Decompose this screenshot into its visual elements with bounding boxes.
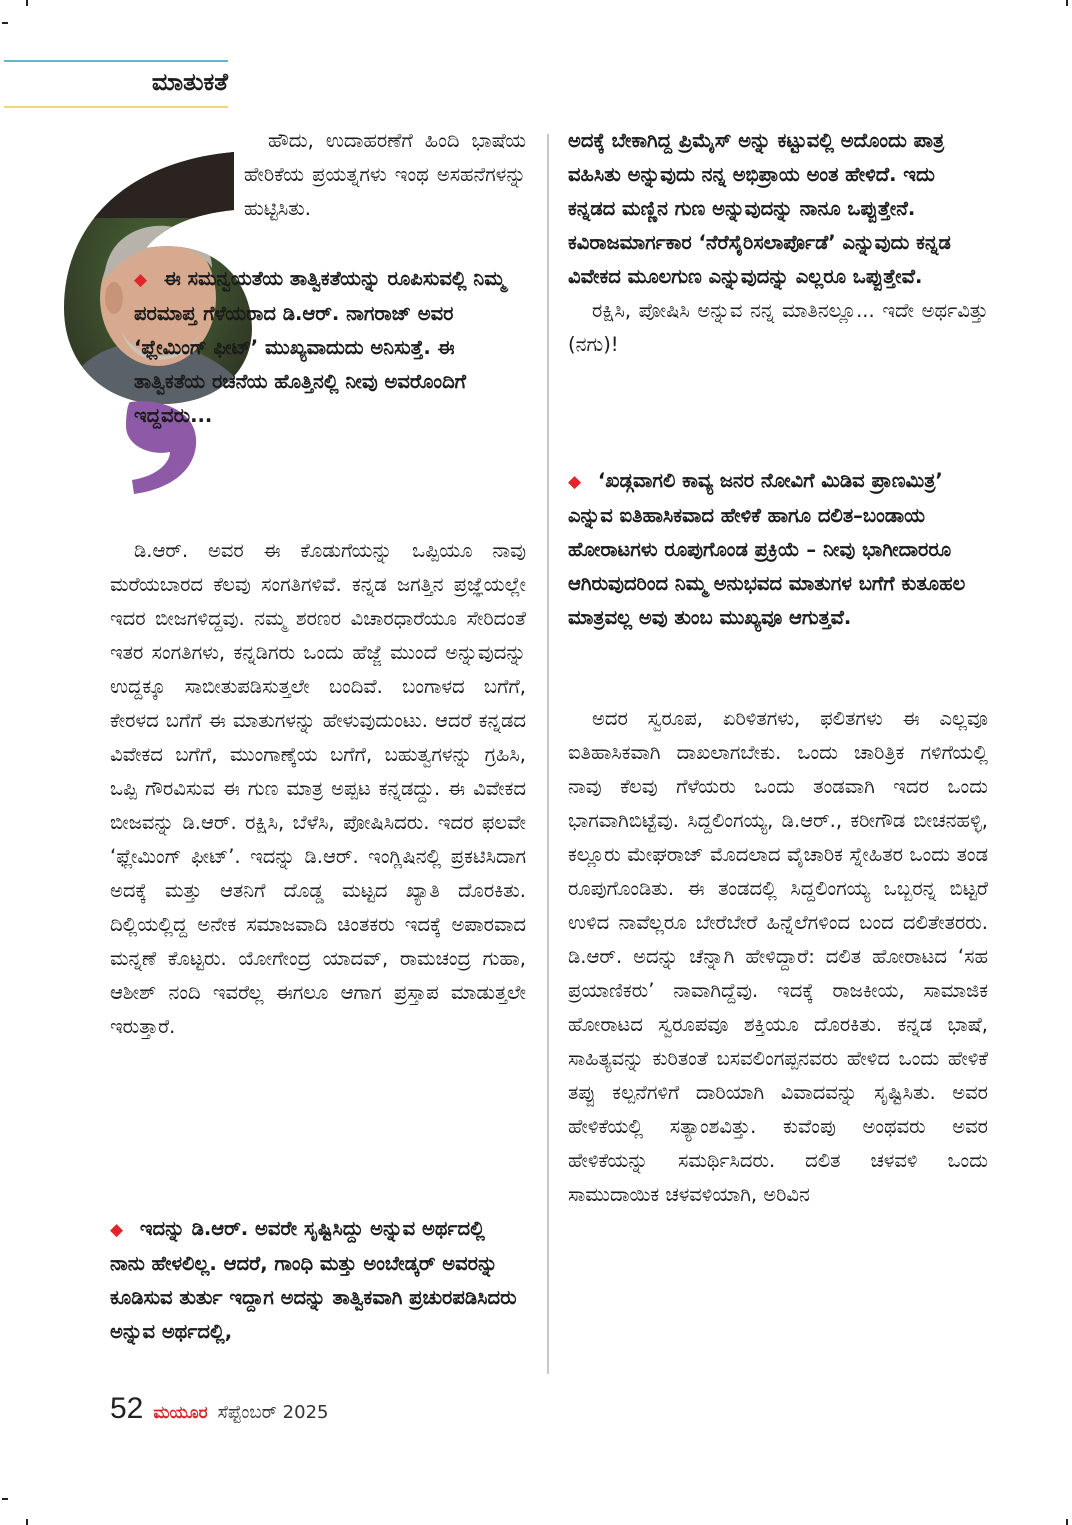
page-number: 52 bbox=[110, 1392, 144, 1425]
page-footer bbox=[110, 1392, 328, 1428]
answer-1 bbox=[110, 534, 526, 1044]
answer-paragraph: ಡಿ.ಆರ್. ಅವರ ಈ ಕೊಡುಗೆಯನ್ನು ಒಪ್ಪಿಯೂ ನಾವು ಮರೆಯಬಾರದ ಕೆಲವು ಸಂಗತಿಗಳಿವೆ. ಕನ್ನಡ ಜಗತ್ತಿನ ಪ್ರಜ್ಞೆಯಲ್ಲೇ ಇದರ ಬೀಜಗಳಿದ್ದವು. ನಮ್ಮ ಶರಣರ ವಿಚಾರಧಾರೆಯೂ ಸೇರಿದಂತೆ ಇತರ ಸಂಗತಿಗಳು, ಕನ್ನಡಿಗರು ಒಂದು ಹೆಜ್ಜೆ ಮುಂದೆ ಅನ್ನುವುದನ್ನು ಉದ್ದಕ್ಕೂ ಸಾಬೀತುಪಡಿಸುತ್ತಲೇ ಬಂದಿವೆ. ಬಂಗಾಳದ ಬಗೆಗೆ, ಕೇರಳದ ಬಗೆಗೆ ಈ ಮಾತುಗಳನ್ನು ಹೇಳುವುದುಂಟು. ಆದರೆ ಕನ್ನಡದ ವಿವೇಕದ ಬಗೆಗೆ, ಮುಂಗಾಣ್ಕೆಯ ಬಗೆಗೆ, ಬಹುತ್ವಗಳನ್ನು ಗ್ರಹಿಸಿ, ಒಪ್ಪಿ ಗೌರವಿಸುವ ಈ ಗುಣ ಮಾತ್ರ ಅಪ್ಪಟ ಕನ್ನಡದ್ದು. ಈ ವಿವೇಕದ ಬೀಜವನ್ನು ಡಿ.ಆರ್. ರಕ್ಷಿಸಿ, ಬೆಳೆಸಿ, ಪೋಷಿಸಿದರು. ಇದರ ಫಲವೇ ‘ಫ್ಲೇಮಿಂಗ್ ಫೀಟ್’. ಇದನ್ನು ಡಿ.ಆರ್. ಇಂಗ್ಲಿಷಿನಲ್ಲಿ ಪ್ರಕಟಿಸಿದಾಗ ಅದಕ್ಕೆ ಮತ್ತು ಆತನಿಗೆ ದೊಡ್ಡ ಮಟ್ಟದ ಖ್ಯಾತಿ ದೊರಕಿತು. ದಿಲ್ಲಿಯಲ್ಲಿದ್ದ ಅನೇಕ ಸಮಾಜವಾದಿ ಚಿಂತಕರು ಇದಕ್ಕೆ ಅಪಾರವಾದ ಮನ್ನಣೆ ಕೊಟ್ಟರು. ಯೋಗೇಂದ್ರ ಯಾದವ್, ರಾಮಚಂದ್ರ ಗುಹಾ, ಆಶೀಶ್ ನಂದಿ ಇವರೆಲ್ಲ ಈಗಲೂ ಆಗಾಗ ಪ್ರಸ್ತಾಪ ಮಾಡುತ್ತಲೇ ಇರುತ್ತಾರೆ. bbox=[110, 539, 526, 1038]
question-paragraph bbox=[134, 262, 526, 433]
lead-answer bbox=[244, 124, 526, 226]
crop-mark bbox=[1066, 1519, 1068, 1525]
question-text: ‘ಖಡ್ಗವಾಗಲಿ ಕಾವ್ಯ ಜನರ ನೋವಿಗೆ ಮಿಡಿವ ಪ್ರಾಣಮಿತ್ರ’ ಎನ್ನುವ ಐತಿಹಾಸಿಕವಾದ ಹೇಳಿಕೆ ಹಾಗೂ ದಲಿತ–ಬಂಡಾಯ ಹೋರಾಟಗಳು ರೂಪುಗೊಂಡ ಪ್ರಕ್ರಿಯೆ – ನೀವು ಭಾಗೀದಾರರೂ ಆಗಿರುವುದರಿಂದ ನಿಮ್ಮ ಅನುಭವದ ಮಾತುಗಳ ಬಗೆಗೆ ಕುತೂಹಲ ಮಾತ್ರವಲ್ಲ ಅವು ತುಂಬ ಮುಖ್ಯವೂ ಆಗುತ್ತವೆ. bbox=[568, 469, 966, 629]
header-rule-top bbox=[4, 60, 228, 62]
question-1 bbox=[134, 262, 526, 433]
header-rule-bottom bbox=[4, 106, 228, 108]
answer-paragraph: ಅದರ ಸ್ವರೂಪ, ಏರಿಳಿತಗಳು, ಫಲಿತಗಳು ಈ ಎಲ್ಲವೂ ಐತಿಹಾಸಿಕವಾಗಿ ದಾಖಲಾಗಬೇಕು. ಒಂದು ಚಾರಿತ್ರಿಕ ಗಳಿಗೆಯಲ್ಲಿ ನಾವು ಕೆಲವು ಗೆಳೆಯರು ಒಂದು ತಂಡವಾಗಿ ಇದರ ಒಂದು ಭಾಗವಾಗಿಬಿಟ್ಟೆವು. ಸಿದ್ದಲಿಂಗಯ್ಯ, ಡಿ.ಆರ್., ಕರೀಗೌಡ ಬೀಚನಹಳ್ಳಿ, ಕಲ್ಲೂರು ಮೇಘರಾಜ್ ಮೊದಲಾದ ವೈಚಾರಿಕ ಸ್ನೇಹಿತರ ಒಂದು ತಂಡ ರೂಪುಗೊಂಡಿತು. ಈ ತಂಡದಲ್ಲಿ ಸಿದ್ದಲಿಂಗಯ್ಯ ಒಬ್ಬರನ್ನ ಬಿಟ್ಟರೆ ಉಳಿದ ನಾವೆಲ್ಲರೂ ಬೇರೆಬೇರೆ ಹಿನ್ನೆಲೆಗಳಿಂದ ಬಂದ ದಲಿತೇತರರು. ಡಿ.ಆರ್. ಅದನ್ನು ಚೆನ್ನಾಗಿ ಹೇಳಿದ್ದಾರೆ: ದಲಿತ ಹೋರಾಟದ ‘ಸಹ ಪ್ರಯಾಣಿಕರು’ ನಾವಾಗಿದ್ದೆವು. ಇದಕ್ಕೆ ರಾಜಕೀಯ, ಸಾಮಾಜಿಕ ಹೋರಾಟದ ಸ್ವರೂಪವೂ ಶಕ್ತಿಯೂ ದೊರಕಿತು. ಕನ್ನಡ ಭಾಷೆ, ಸಾಹಿತ್ಯವನ್ನು ಕುರಿತಂತೆ ಬಸವಲಿಂಗಪ್ಪನವರು ಹೇಳಿದ ಒಂದು ಹೇಳಿಕೆ ತಪ್ಪು ಕಲ್ಪನೆಗಳಿಗೆ ದಾರಿಯಾಗಿ ವಿವಾದವನ್ನು ಸೃಷ್ಟಿಸಿತು. ಅವರ ಹೇಳಿಕೆಯಲ್ಲಿ ಸತ್ಯಾಂಶವಿತ್ತು. ಕುವೆಂಪು ಅಂಥವರು ಅವರ ಹೇಳಿಕೆಯನ್ನು ಸಮರ್ಥಿಸಿದರು. ದಲಿತ ಚಳವಳಿ ಒಂದು ಸಾಮುದಾಯಿಕ ಚಳವಳಿಯಾಗಿ, ಅರಿವಿನ bbox=[568, 707, 988, 1206]
column-divider bbox=[547, 134, 549, 1374]
diamond-bullet-icon: ◆ bbox=[568, 472, 582, 492]
crop-mark bbox=[1066, 0, 1068, 6]
question-paragraph: ಅದಕ್ಕೆ ಬೇಕಾಗಿದ್ದ ಪ್ರಿಮೈಸ್ ಅನ್ನು ಕಟ್ಟುವಲ್ಲಿ ಅದೊಂದು ಪಾತ್ರ ವಹಿಸಿತು ಅನ್ನುವುದು ನನ್ನ ಅಭಿಪ್ರಾಯ ಅಂತ ಹೇಳಿದೆ. ಇದು ಕನ್ನಡದ ಮಣ್ಣಿನ ಗುಣ ಅನ್ನುವುದನ್ನು ನಾನೂ ಒಪ್ಪುತ್ತೇನೆ. ಕವಿರಾಜಮಾರ್ಗಕಾರ ‘ನೆರೆಸೈರಿಸಲಾರ್ಪೊಡೆ’ ಎನ್ನುವುದು ಕನ್ನಡ ವಿವೇಕದ ಮೂಲಗುಣ ಎನ್ನುವುದನ್ನು ಎಲ್ಲರೂ ಒಪ್ಪುತ್ತೇವೆ. bbox=[568, 129, 951, 288]
question-2-continued bbox=[568, 124, 988, 362]
crop-mark bbox=[26, 0, 28, 6]
question-text: ಇದನ್ನು ಡಿ.ಆರ್. ಅವರೇ ಸೃಷ್ಟಿಸಿದ್ದು ಅನ್ನುವ ಅರ್ಥದಲ್ಲಿ ನಾನು ಹೇಳಲಿಲ್ಲ. ಆದರೆ, ಗಾಂಧಿ ಮತ್ತು ಅಂಬೇಡ್ಕರ್ ಅವರನ್ನು ಕೂಡಿಸುವ ತುರ್ತು ಇದ್ದಾಗ ಅದನ್ನು ತಾತ್ವಿಕವಾಗಿ ಪ್ರಚುರಪಡಿಸಿದರು ಅನ್ನುವ ಅರ್ಥದಲ್ಲಿ, bbox=[110, 1217, 517, 1343]
question-paragraph bbox=[110, 1212, 526, 1349]
answer-paragraph: ಹೌದು, ಉದಾಹರಣೆಗೆ ಹಿಂದಿ ಭಾಷೆಯ ಹೇರಿಕೆಯ ಪ್ರಯತ್ನಗಳು ಇಂಥ ಅಸಹನೆಗಳನ್ನು ಹುಟ್ಟಿಸಿತು. bbox=[244, 129, 526, 220]
question-3 bbox=[568, 464, 988, 635]
section-title: ಮಾತುಕತೆ bbox=[151, 68, 228, 96]
answer-3 bbox=[568, 702, 988, 1212]
crop-mark bbox=[2, 22, 8, 24]
question-2 bbox=[110, 1212, 526, 1349]
crop-mark bbox=[26, 1519, 28, 1525]
crop-mark bbox=[2, 1498, 8, 1500]
magazine-logo: ಮಯೂರ bbox=[153, 1403, 208, 1423]
answer-paragraph: ರಕ್ಷಿಸಿ, ಪೋಷಿಸಿ ಅನ್ನುವ ನನ್ನ ಮಾತಿನಲ್ಲೂ... ಇದೇ ಅರ್ಥವಿತ್ತು (ನಗು)! bbox=[568, 299, 988, 356]
issue-date: ಸೆಪ್ಟೆಂಬರ್ 2025 bbox=[217, 1402, 329, 1423]
section-header bbox=[4, 60, 228, 108]
question-paragraph bbox=[568, 464, 988, 635]
diamond-bullet-icon: ◆ bbox=[134, 270, 148, 290]
diamond-bullet-icon: ◆ bbox=[110, 1220, 124, 1240]
question-text: ಈ ಸಮನ್ವಯತೆಯ ತಾತ್ವಿಕತೆಯನ್ನು ರೂಪಿಸುವಲ್ಲಿ ನಿಮ್ಮ ಪರಮಾಪ್ತ ಗೆಳೆಯರಾದ ಡಿ.ಆರ್. ನಾಗರಾಜ್ ಅವರ ‘ಫ್ಲೇಮಿಂಗ್ ಫೀಟ್’ ಮುಖ್ಯವಾದುದು ಅನಿಸುತ್ತೆ. ಈ ತಾತ್ವಿಕತೆಯ ರಚನೆಯ ಹೊತ್ತಿನಲ್ಲಿ ನೀವು ಅವರೊಂದಿಗೆ ಇದ್ದವರು... bbox=[134, 267, 506, 427]
